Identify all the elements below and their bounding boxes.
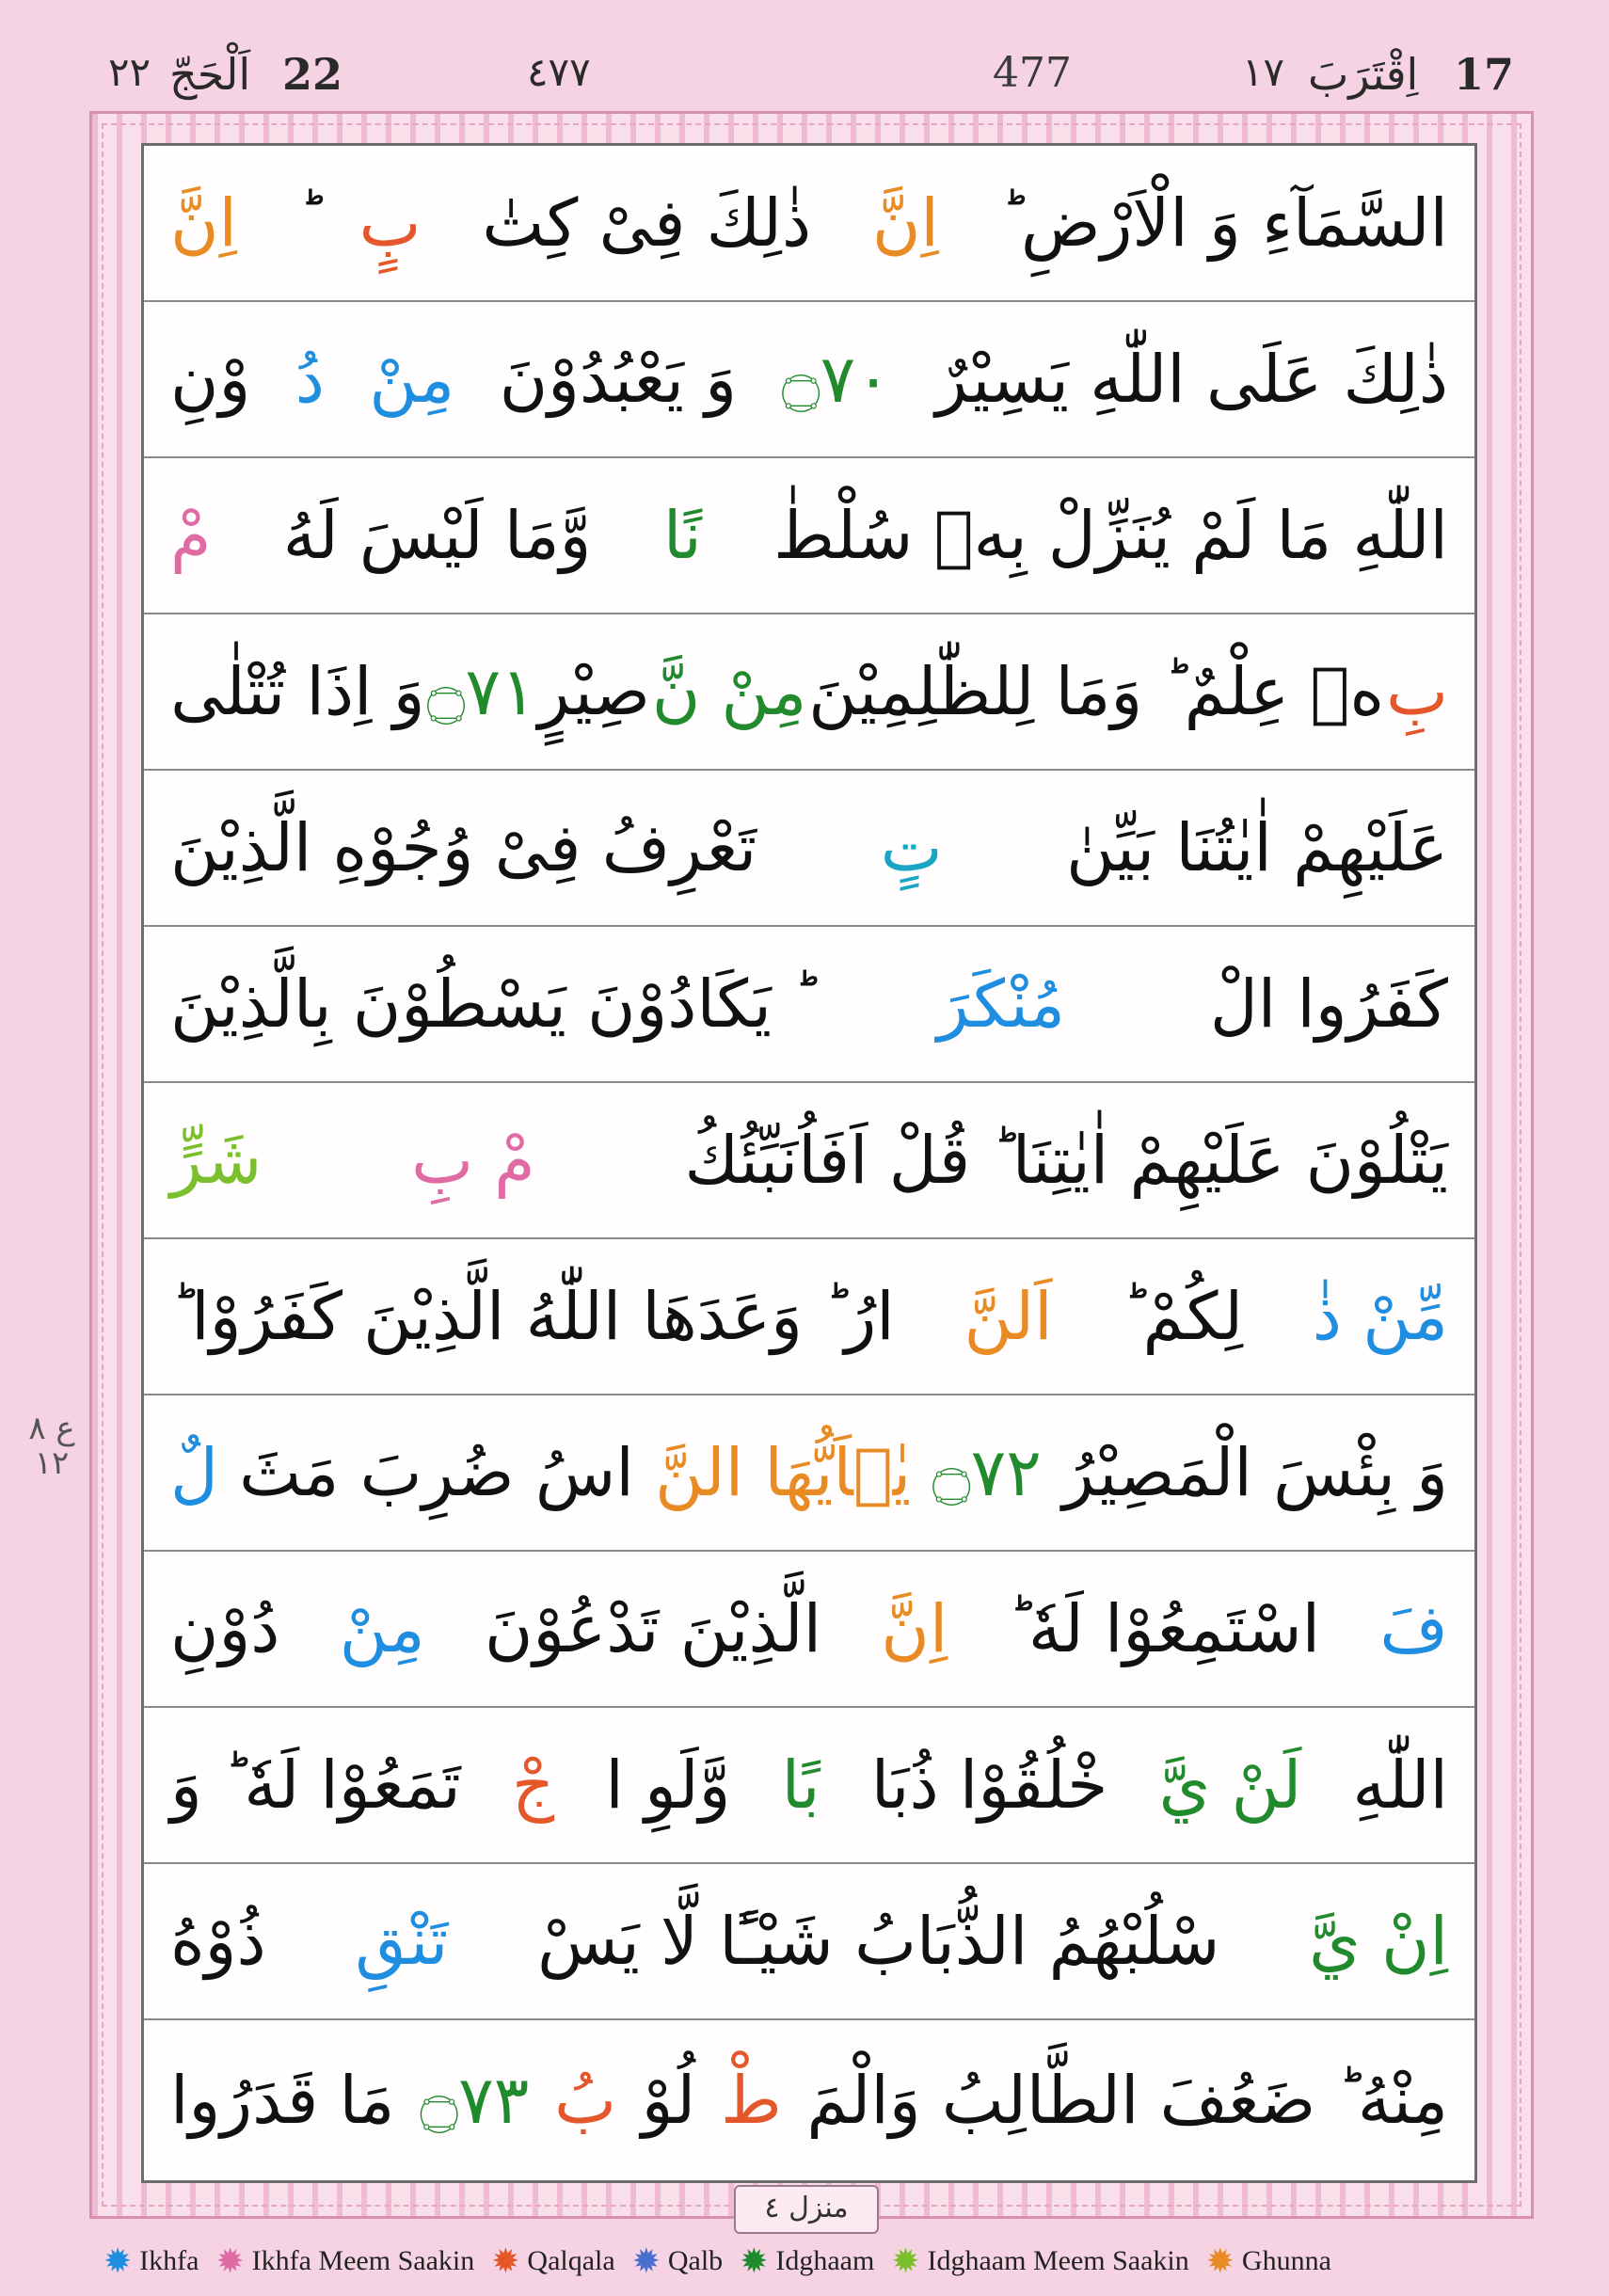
- text-segment: مُنْكَرَ: [937, 965, 1065, 1043]
- text-segment: مَا قَدَرُوا: [170, 2062, 395, 2139]
- verse-line-9: [144, 1395, 1474, 1552]
- verse-line-2: [144, 302, 1474, 458]
- text-segment: يٰۤاَيُّهَا النَّ: [655, 1434, 912, 1511]
- text-segment: بًا: [781, 1746, 820, 1824]
- text-segment: وَّلَوِ ا: [605, 1746, 731, 1824]
- legend-label: Ghunna: [1241, 2245, 1331, 2276]
- text-segment: دُ: [295, 341, 325, 418]
- text-segment: تَنْقِ: [355, 1903, 449, 1980]
- ayah-number-icon: ۝٧٣: [420, 2062, 530, 2139]
- text-segment: اَلنَّ: [964, 1278, 1053, 1355]
- text-segment: هٖ عِلْمٌ ؕ وَمَا لِلظّٰلِمِيْنَ: [808, 653, 1385, 730]
- star-icon: ✹: [104, 2242, 133, 2280]
- text-segment: الَّذِيْنَ تَدْعُوْنَ: [484, 1590, 822, 1667]
- text-segment: اِنْ يَّ: [1309, 1903, 1448, 1980]
- text-segment: اسُ ضُرِبَ مَثَ: [239, 1434, 634, 1511]
- text-segment: مِنْ: [369, 341, 455, 418]
- quran-text-block: [141, 143, 1477, 2183]
- star-icon: ✹: [1205, 2242, 1235, 2280]
- text-segment: وَّمَا لَيْسَ لَهُ: [282, 497, 592, 574]
- legend-label: Idghaam: [775, 2245, 875, 2276]
- verse-line-3: [144, 458, 1474, 614]
- text-segment: مِنْهُ ؕ ضَعُفَ الطَّالِبُ وَالْمَ: [806, 2062, 1448, 2139]
- legend-item-ghunna: [1206, 2244, 1331, 2278]
- text-segment: سْلُبْهُمُ الذُّبَابُ شَيْـًٔا لَّا يَسْ: [537, 1903, 1220, 1980]
- text-segment: فَ: [1379, 1590, 1448, 1667]
- star-icon: ✹: [215, 2242, 245, 2280]
- text-segment: اسْتَمِعُوْا لَهٗ ؕ: [1007, 1590, 1321, 1667]
- text-segment: اللّٰهِ: [1352, 1746, 1448, 1824]
- verse-line-4: [144, 614, 1474, 771]
- text-segment: ذٰلِكَ عَلَى اللّٰهِ يَسِيْرٌ: [935, 341, 1448, 418]
- ayah-number-icon: ۝٧٠: [781, 341, 891, 418]
- ruku-marker: ع ٨ ١٢: [28, 1410, 75, 1483]
- legend-item-idghaam-meem-saakin: [891, 2244, 1188, 2278]
- verse-line-11: [144, 1708, 1474, 1864]
- text-segment: ؕ يَكَادُوْنَ يَسْطُوْنَ بِالَّذِيْنَ: [170, 965, 793, 1043]
- verse-line-7: [144, 1083, 1474, 1239]
- text-segment: تٍ: [880, 809, 943, 886]
- text-segment: عَلَيْهِمْ اٰيٰتُنَا بَيِّنٰ: [1066, 809, 1448, 886]
- surah-number-ar: ١٧: [1242, 49, 1285, 95]
- text-segment: لَنْ يَّ: [1158, 1746, 1302, 1824]
- text-segment: تَمَعُوْا لَهٗ ؕ وَ: [170, 1746, 461, 1824]
- text-segment: بُ: [554, 2062, 616, 2139]
- text-segment: كَفَرُوا الْ: [1209, 965, 1448, 1043]
- juz-number-ar: ٢٢: [108, 49, 151, 95]
- surah-number-en: 17: [1454, 49, 1515, 100]
- text-segment: تَعْرِفُ فِىْ وُجُوْهِ الَّذِيْنَ: [170, 809, 757, 886]
- manzil-label: منزل ٤: [734, 2185, 879, 2234]
- page-header: [0, 0, 1609, 113]
- text-segment: لُوْ: [641, 2062, 696, 2139]
- ayah-number-icon: ۝٧٢: [932, 1434, 1042, 1511]
- text-segment: ارُ ؕ وَعَدَهَا اللّٰهُ الَّذِيْنَ كَفَرُوْا ؕ: [170, 1278, 895, 1355]
- text-segment: مِنْ نَّ: [651, 653, 807, 730]
- star-icon: ✹: [631, 2242, 661, 2280]
- verse-line-1: [144, 146, 1474, 302]
- text-segment: وَ يَعْبُدُوْنَ: [499, 341, 738, 418]
- text-segment: وْنِ: [170, 341, 251, 418]
- page-number-ar: ٤٧٧: [527, 49, 591, 95]
- text-segment: شَرٍّ: [170, 1122, 263, 1199]
- text-segment: مِنْ: [339, 1590, 425, 1667]
- text-segment: اللّٰهِ مَا لَمْ يُنَزِّلْ بِهٖ سُلْطٰ: [773, 497, 1448, 574]
- legend-label: Ikhfa: [139, 2245, 199, 2276]
- legend-item-idghaam: [740, 2244, 874, 2278]
- juz-number-en: 22: [282, 49, 343, 100]
- verse-line-6: [144, 927, 1474, 1083]
- text-segment: وَ اِذَا تُتْلٰى: [170, 653, 425, 730]
- verse-line-10: [144, 1552, 1474, 1708]
- text-segment: دُوْنِ: [170, 1590, 280, 1667]
- text-segment: مِّنْ ذٰ: [1312, 1278, 1448, 1355]
- text-segment: طْ: [720, 2062, 782, 2139]
- text-segment: يَتْلُوْنَ عَلَيْهِمْ اٰيٰتِنَا ؕ قُلْ اَفَاُنَبِّئُكُ: [684, 1122, 1448, 1199]
- legend-label: Qalqala: [527, 2245, 615, 2276]
- text-segment: ذٰلِكَ فِىْ كِتٰ: [482, 184, 812, 262]
- text-segment: اِنَّ: [170, 184, 237, 262]
- text-segment: نًا: [662, 497, 702, 574]
- verse-line-8: [144, 1239, 1474, 1395]
- legend-item-ikhfa-meem-saakin: [215, 2244, 474, 2278]
- star-icon: ✹: [740, 2242, 769, 2280]
- legend-label: Qalb: [667, 2245, 724, 2276]
- verse-line-13: [144, 2020, 1474, 2180]
- ayah-number-icon: ۝٧١: [426, 653, 536, 730]
- star-icon: ✹: [891, 2242, 920, 2280]
- text-segment: اِنَّ: [881, 1590, 948, 1667]
- text-segment: لٌ: [170, 1434, 218, 1511]
- star-icon: ✹: [491, 2242, 520, 2280]
- text-segment: بِ: [1386, 653, 1448, 730]
- text-segment: السَّمَآءِ وَ الْاَرْضِ ؕ: [999, 184, 1448, 262]
- juz-name-ar: اَلْحَجّ: [169, 49, 251, 100]
- page-number-en: 477: [993, 49, 1072, 97]
- legend-label: Idghaam Meem Saakin: [927, 2245, 1189, 2276]
- text-segment: جْ: [511, 1746, 555, 1824]
- legend-item-qalb: [632, 2244, 724, 2278]
- text-segment: لِكُمْ ؕ: [1122, 1278, 1244, 1355]
- text-segment: وَ بِئْسَ الْمَصِيْرُ: [1062, 1434, 1448, 1511]
- tajweed-legend: [104, 2238, 1515, 2285]
- legend-item-ikhfa: [104, 2244, 199, 2278]
- text-segment: مْ بِ: [411, 1122, 535, 1199]
- text-segment: خْلُقُوْا ذُبَا: [870, 1746, 1108, 1824]
- text-segment: بٍ: [358, 184, 422, 262]
- verse-line-12: [144, 1864, 1474, 2020]
- text-segment: اِنَّ: [872, 184, 939, 262]
- verse-line-5: [144, 771, 1474, 927]
- legend-item-qalqala: [491, 2244, 614, 2278]
- text-segment: مْ: [170, 497, 212, 574]
- text-segment: ذُوْهُ: [170, 1903, 266, 1980]
- surah-name-ar: اِقْتَرَبَ: [1308, 49, 1419, 100]
- text-segment: صِيْرٍ: [537, 653, 650, 730]
- legend-label: Ikhfa Meem Saakin: [251, 2245, 475, 2276]
